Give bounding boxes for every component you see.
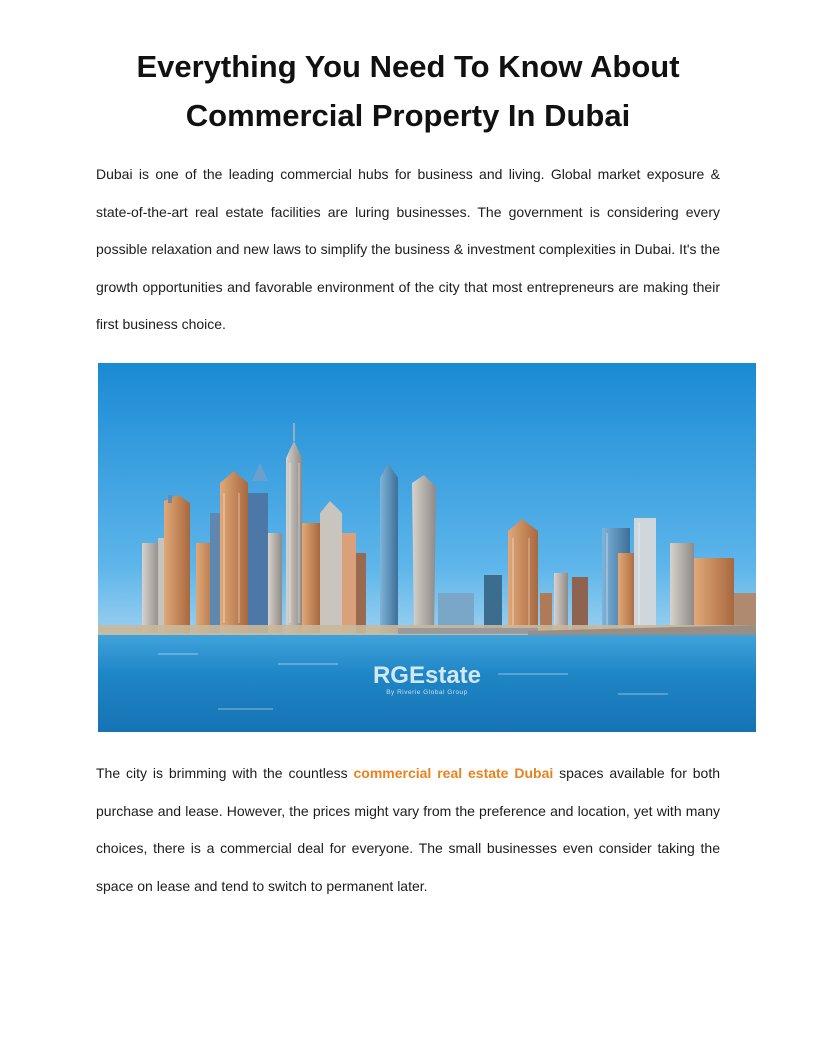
body-paragraph	[96, 755, 720, 905]
body-text-end: spaces available for both purchase and lease. However, the prices might vary from the preference and location, yet with many choices, there is a commercial deal for everyone. The small businesses even consider taking the space on lease and tend to switch to permanent later.	[96, 765, 720, 894]
commercial-real-estate-link[interactable]: commercial real estate Dubai	[353, 765, 554, 781]
watermark-tagline: By Riverie Global Group	[386, 689, 468, 696]
rgestate-watermark	[373, 662, 481, 696]
title-line-1: Everything You Need To Know About	[136, 49, 680, 84]
body-text-start: The city is brimming with the countless	[96, 765, 354, 781]
dubai-marina-skyline-photo	[98, 363, 756, 732]
watermark-brand: RGEstate	[372, 662, 482, 689]
intro-paragraph: Dubai is one of the leading commercial hubs for business and living. Global market exposure & state-of-the-art real estate facilities are luring businesses. The government is considering every possible relaxation and new laws to simplify the business & investment complexities in Dubai. It's the growth opportunities and favorable environment of the city that most entrepreneurs are making their first business choice.	[96, 166, 720, 332]
title-line-2: Commercial Property In Dubai	[185, 98, 631, 133]
article-title	[0, 42, 816, 140]
